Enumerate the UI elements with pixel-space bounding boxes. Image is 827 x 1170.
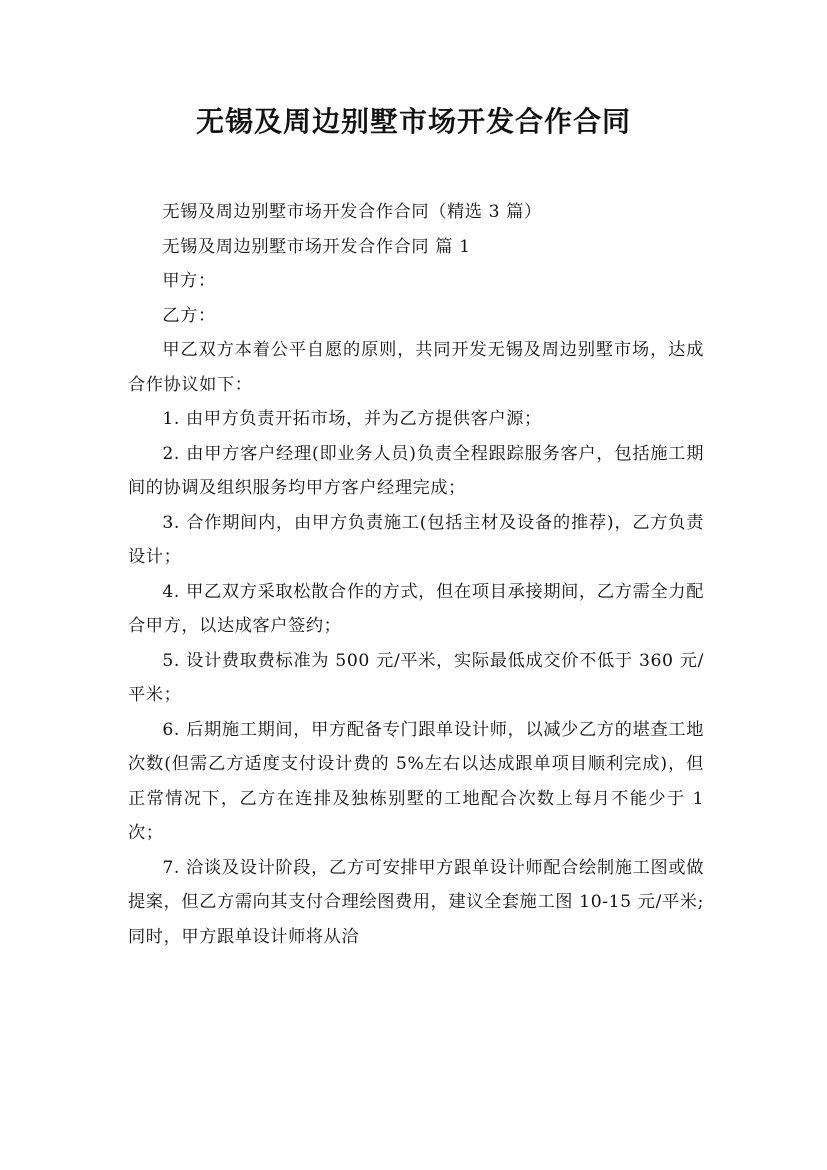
- paragraph-intro: 甲乙双方本着公平自愿的原则，共同开发无锡及周边别墅市场，达成合作协议如下：: [128, 340, 704, 395]
- document-title: 无锡及周边别墅市场开发合作合同: [195, 105, 631, 138]
- document-body: [128, 195, 704, 954]
- paragraph-subtitle: 无锡及周边别墅市场开发合作合同（精选 3 篇）: [162, 202, 542, 222]
- paragraph-party-b: 乙方：: [162, 305, 216, 326]
- paragraph-clause-3: 3. 合作期间内，由甲方负责施工(包括主材及设备的推荐)，乙方负责设计；: [128, 512, 704, 567]
- paragraph-clause-6: 6. 后期施工期间，甲方配备专门跟单设计师，以减少乙方的堪查工地次数(但需乙方适度支付设计费的 5%左右以达成跟单项目顺利完成)，但正常情况下，乙方在连排及独栋别墅的工地配合次数上每月不能少于 1 次；: [128, 719, 704, 843]
- paragraph-party-a: 甲方：: [162, 271, 216, 291]
- paragraph-clause-4: 4. 甲乙双方采取松散合作的方式，但在项目承接期间，乙方需全力配合甲方，以达成客户签约；: [128, 581, 704, 636]
- paragraph-section-heading: 无锡及周边别墅市场开发合作合同 篇 1: [162, 236, 471, 257]
- paragraph-clause-7: 7. 洽谈及设计阶段，乙方可安排甲方跟单设计师配合绘制施工图或做提案，但乙方需向其支付合理绘图费用，建议全套施工图 10-15 元/平米;同时，甲方跟单设计师将从洽: [128, 857, 704, 947]
- paragraph-clause-5: 5. 设计费取费标准为 500 元/平米，实际最低成交价不低于 360 元/平米；: [128, 650, 704, 705]
- paragraph-clause-2: 2. 由甲方客户经理(即业务人员)负责全程跟踪服务客户，包括施工期间的协调及组织服务均甲方客户经理完成；: [128, 443, 704, 498]
- paragraph-clause-1: 1. 由甲方负责开拓市场，并为乙方提供客户源；: [162, 409, 542, 429]
